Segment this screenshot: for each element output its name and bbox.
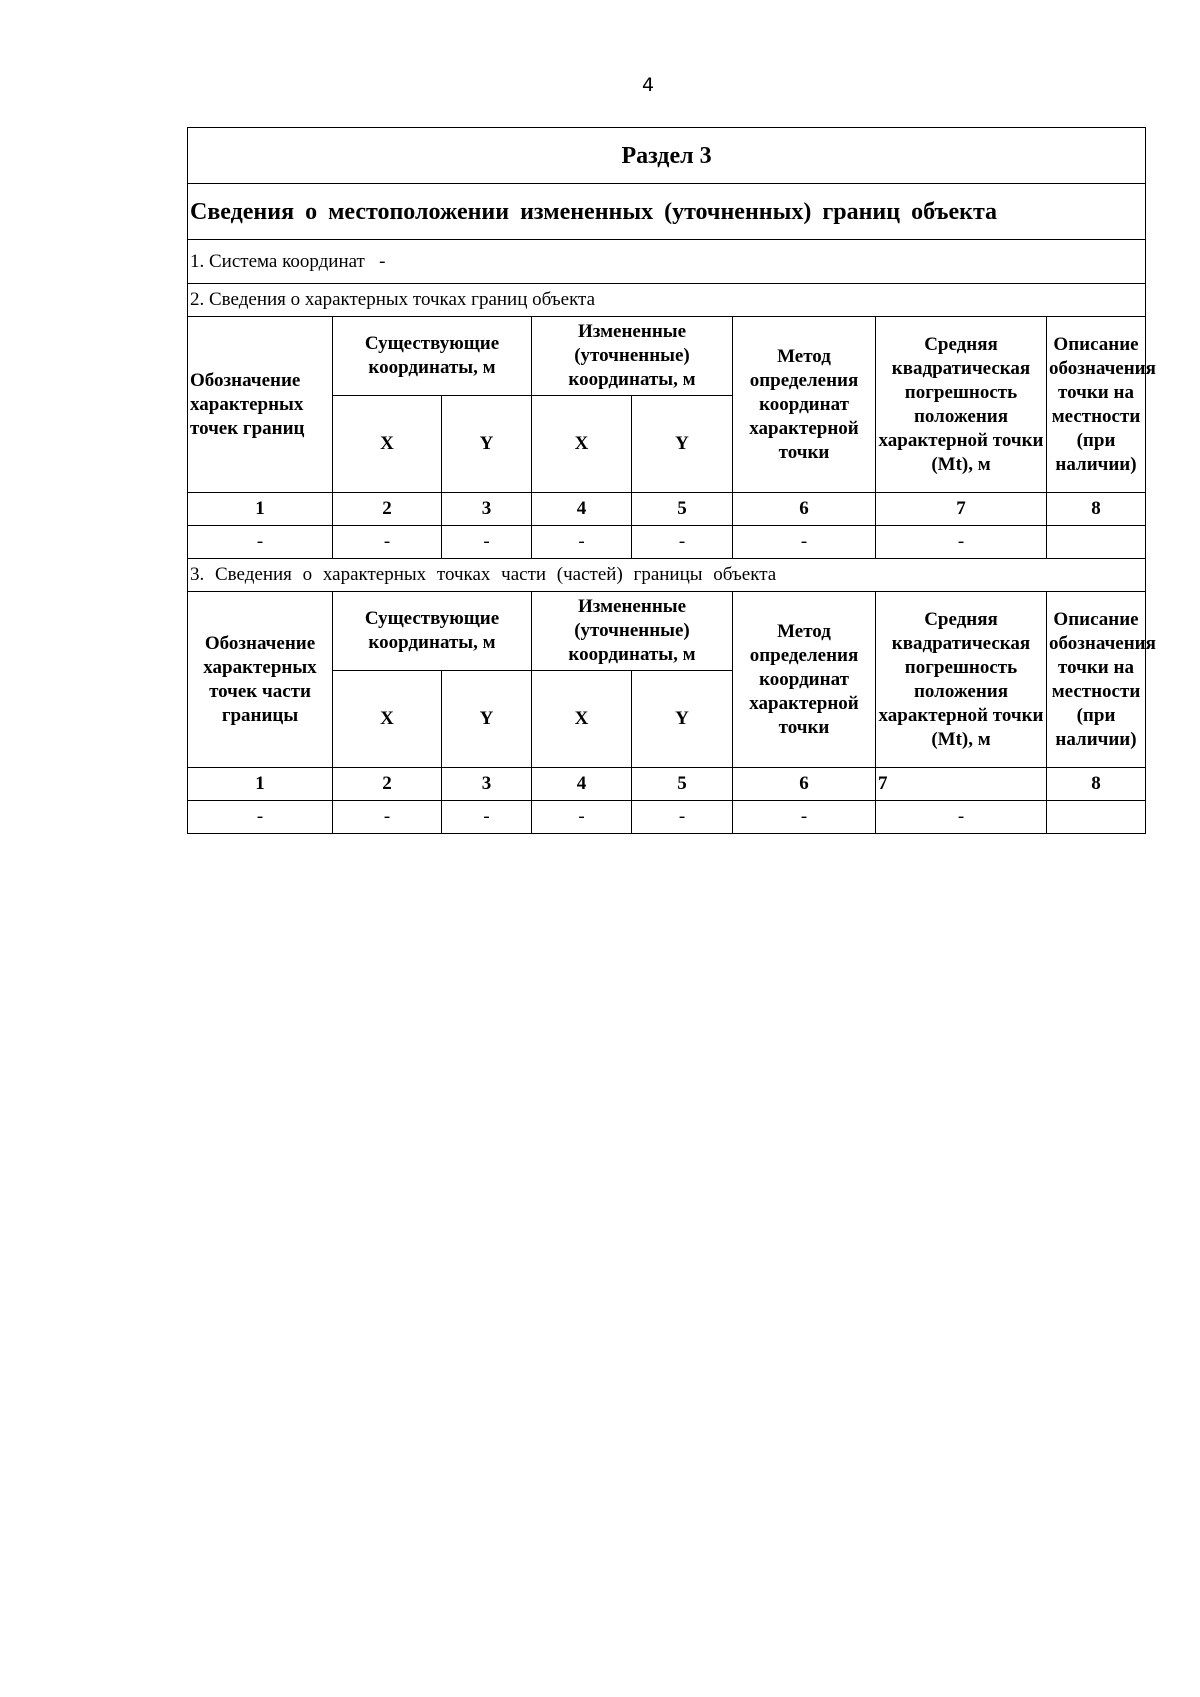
table1-col-number: 1 bbox=[188, 493, 333, 526]
table2-col-number: 6 bbox=[733, 768, 876, 801]
table2-cell: - bbox=[632, 801, 733, 834]
table2-header-existing-y: Y bbox=[442, 671, 532, 768]
table1-header-designation: Обозначение характерных точек границ bbox=[188, 317, 333, 493]
table1-col-number: 4 bbox=[532, 493, 632, 526]
coord-system-value: - bbox=[379, 250, 386, 272]
table1-header-changed-x: X bbox=[532, 396, 632, 493]
table1-col-number: 8 bbox=[1047, 493, 1146, 526]
table2-header-designation: Обозначение характерных точек части границы bbox=[188, 592, 333, 768]
coord-system-row bbox=[188, 240, 1146, 284]
table2-cell: - bbox=[733, 801, 876, 834]
table1-cell: - bbox=[632, 526, 733, 559]
table1-caption: 2. Сведения о характерных точках границ объекта bbox=[188, 284, 1146, 317]
table2-header-error: Средняя квадратическая погрешность положения характерной точки (Mt), м bbox=[876, 592, 1047, 768]
table2-header-existing: Существующие координаты, м bbox=[333, 592, 532, 671]
table1-cell: - bbox=[876, 526, 1047, 559]
table2-cell: - bbox=[442, 801, 532, 834]
table2-cell bbox=[1047, 801, 1146, 834]
section-subtitle: Сведения о местоположении измененных (уточненных) границ объекта bbox=[188, 184, 1146, 240]
table2-caption: 3. Сведения о характерных точках части (частей) границы объекта bbox=[188, 559, 1146, 592]
page-number: 4 bbox=[641, 74, 655, 96]
table2-col-number: 5 bbox=[632, 768, 733, 801]
table2-col-number: 2 bbox=[333, 768, 442, 801]
table2-cell: - bbox=[876, 801, 1047, 834]
table2-cell: - bbox=[333, 801, 442, 834]
table1-col-number: 5 bbox=[632, 493, 733, 526]
table1-col-number: 7 bbox=[876, 493, 1047, 526]
table2-column-numbers bbox=[188, 768, 1146, 801]
section-3-document bbox=[187, 127, 1156, 834]
table2-col-number: 3 bbox=[442, 768, 532, 801]
table1-cell: - bbox=[333, 526, 442, 559]
section-table bbox=[187, 127, 1156, 834]
coord-system-label: 1. Система координат bbox=[190, 250, 365, 272]
table2-cell: - bbox=[532, 801, 632, 834]
table1-header-changed: Измененные (уточненные) координаты, м bbox=[532, 317, 733, 396]
table1-cell bbox=[1047, 526, 1146, 559]
table1-header-existing-y: Y bbox=[442, 396, 532, 493]
table2-row bbox=[188, 801, 1146, 834]
table1-cell: - bbox=[532, 526, 632, 559]
table1-col-number: 2 bbox=[333, 493, 442, 526]
table2-col-number: 8 bbox=[1047, 768, 1146, 801]
table2-col-number: 1 bbox=[188, 768, 333, 801]
table2-header-existing-x: X bbox=[333, 671, 442, 768]
table1-cell: - bbox=[442, 526, 532, 559]
table1-header-method: Метод определения координат характерной точки bbox=[733, 317, 876, 493]
table1-header-description: Описание обозначения точки на местности (при наличии) bbox=[1047, 317, 1146, 493]
table2-col-number: 7 bbox=[876, 768, 1047, 801]
table1-col-number: 6 bbox=[733, 493, 876, 526]
table1-header-changed-y: Y bbox=[632, 396, 733, 493]
table2-header-method: Метод определения координат характерной точки bbox=[733, 592, 876, 768]
table1-header-error: Средняя квадратическая погрешность положения характерной точки (Mt), м bbox=[876, 317, 1047, 493]
table2-header-changed-x: X bbox=[532, 671, 632, 768]
table2-header-changed: Измененные (уточненные) координаты, м bbox=[532, 592, 733, 671]
table2-cell: - bbox=[188, 801, 333, 834]
table1-header-existing-x: X bbox=[333, 396, 442, 493]
table2-header-changed-y: Y bbox=[632, 671, 733, 768]
section-title: Раздел 3 bbox=[188, 128, 1146, 184]
table1-row bbox=[188, 526, 1146, 559]
table1-cell: - bbox=[733, 526, 876, 559]
table2-col-number: 4 bbox=[532, 768, 632, 801]
table1-cell: - bbox=[188, 526, 333, 559]
table1-header-existing: Существующие координаты, м bbox=[333, 317, 532, 396]
table1-col-number: 3 bbox=[442, 493, 532, 526]
table2-header-description: Описание обозначения точки на местности (при наличии) bbox=[1047, 592, 1146, 768]
table1-column-numbers bbox=[188, 493, 1146, 526]
